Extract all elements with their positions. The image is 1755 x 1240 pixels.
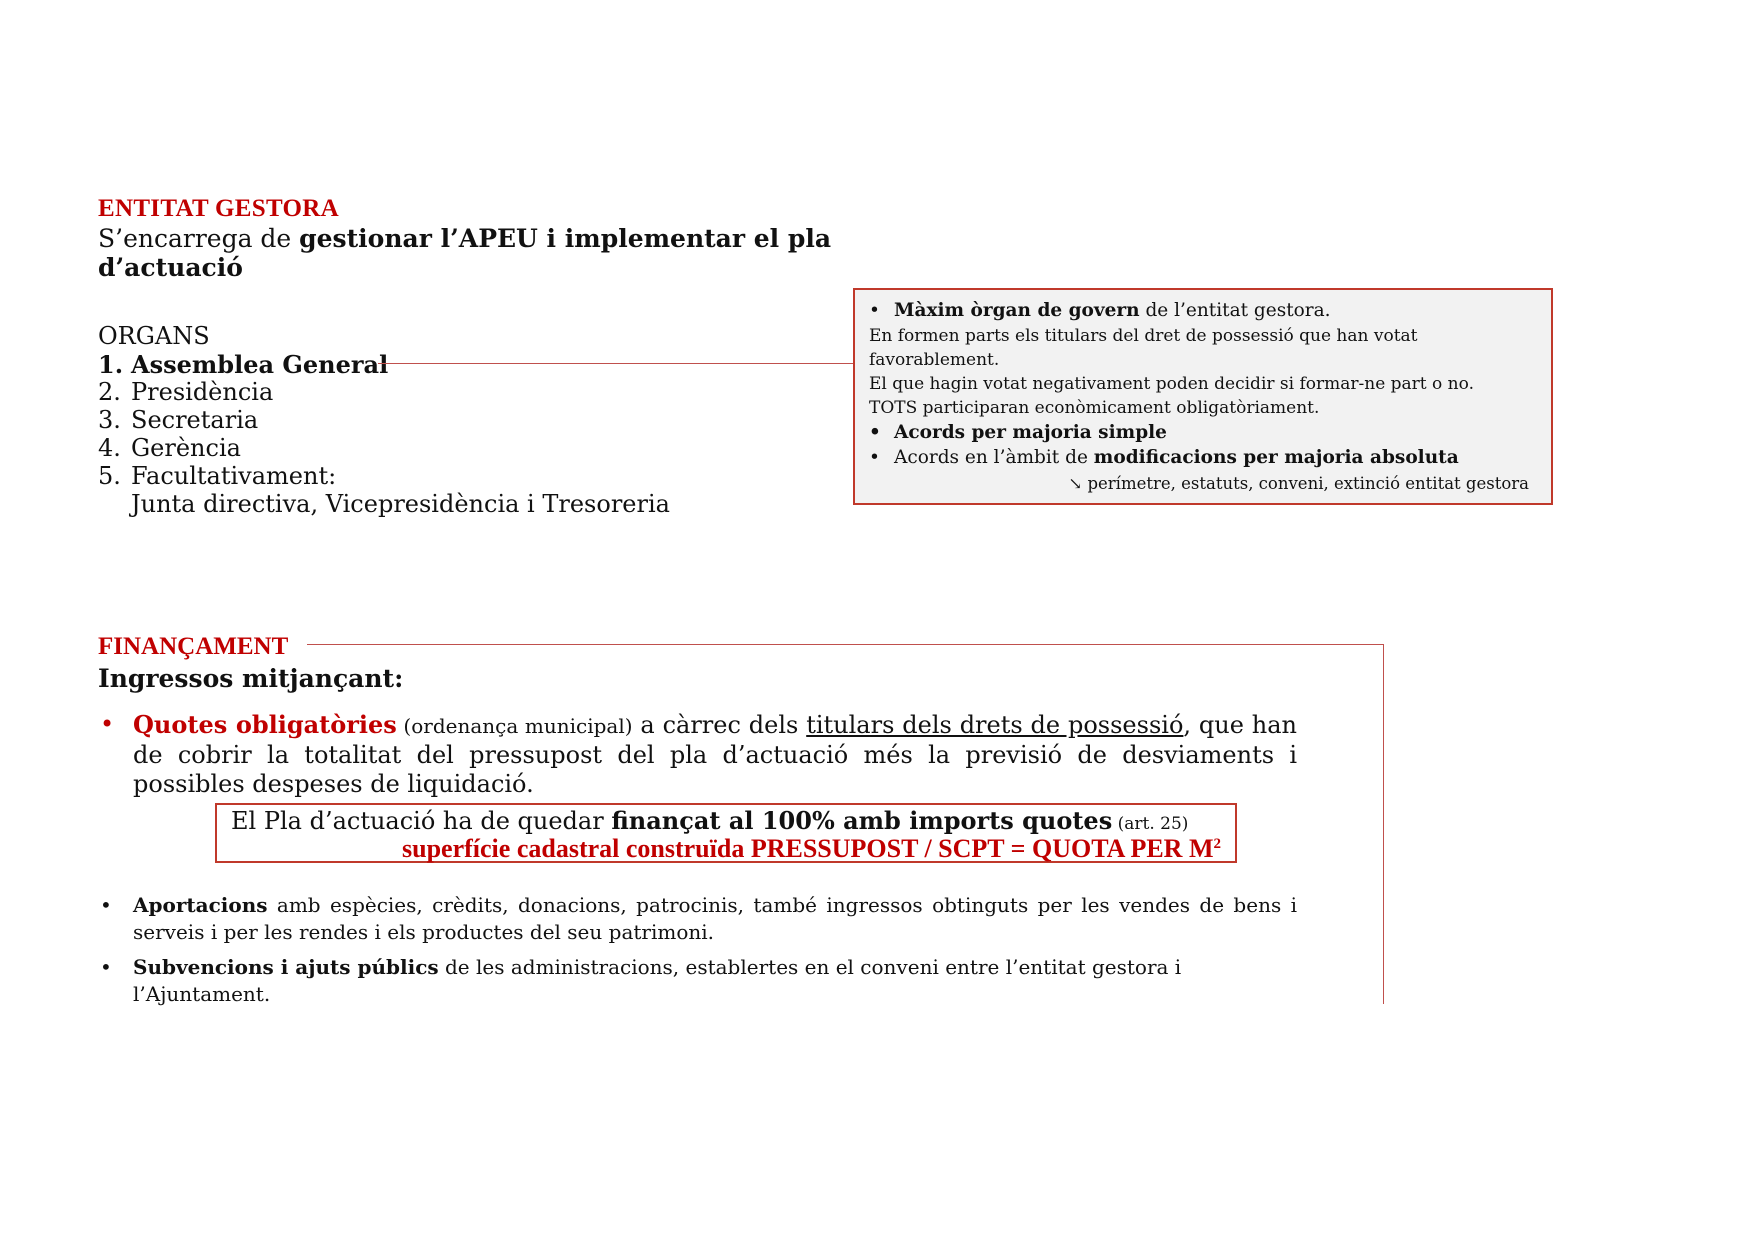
aportacions-label: Aportacions — [133, 893, 268, 917]
organ-number: 4. — [98, 434, 121, 462]
organ-label: Gerència — [131, 434, 241, 462]
organ-number: 2. — [98, 378, 121, 406]
entitat-description-continued: d’actuació — [98, 253, 243, 282]
quota-formula-text: superfície cadastral construïda PRESSUPOST / SCPT = QUOTA PER M — [402, 834, 1214, 863]
quota-plain: El Pla d’actuació ha de quedar — [231, 807, 612, 835]
organ-number: 5. — [98, 462, 121, 490]
bullet-icon: • — [869, 300, 880, 321]
quotes-label: Quotes obligatòries — [133, 710, 397, 739]
quota-bold: finançat al 100% amb imports quotes — [611, 806, 1113, 835]
aportacions-text: amb espècies, crèdits, donacions, patrocinis, també ingressos obtinguts per les vendes de bens i serveis i per les rendes i els productes del seu patrimoni. — [133, 893, 1297, 944]
organ-item — [98, 462, 336, 490]
bullet-icon: • — [869, 422, 881, 443]
organ-item — [98, 406, 258, 434]
organ-label: Secretaria — [131, 406, 259, 434]
paragraph-subvencions — [133, 954, 1297, 1008]
quota-box-line1 — [231, 806, 1188, 835]
section-title-financament: FINANÇAMENT — [98, 633, 289, 660]
subvencions-text: de les administracions, establertes en el conveni entre l’entitat gestora i l’Ajuntament. — [133, 955, 1182, 1006]
info-bold: Màxim òrgan de govern — [894, 300, 1140, 321]
organ-number: 3. — [98, 406, 121, 434]
organ-item — [98, 378, 273, 406]
organ-label: Assemblea General — [131, 350, 389, 379]
bullet-icon: • — [869, 447, 880, 468]
quota-article: (art. 25) — [1112, 814, 1189, 834]
organ-item — [98, 434, 241, 462]
paragraph-quotes — [133, 710, 1297, 799]
info-line: favorablement. — [869, 350, 1000, 370]
quota-formula-box — [215, 803, 1237, 863]
info-bullet-majoria-simple — [869, 422, 1167, 443]
info-sub-note — [1068, 474, 1529, 493]
info-line: El que hagin votat negativament poden decidir si formar-ne part o no. — [869, 374, 1474, 394]
quotes-underlined: titulars dels drets de possessió — [806, 711, 1184, 739]
section-title-entitat-gestora: ENTITAT GESTORA — [98, 195, 339, 222]
organs-heading: ORGANS — [98, 322, 210, 350]
quota-formula — [402, 834, 1221, 864]
info-bold: modificacions per majoria absoluta — [1093, 447, 1459, 468]
info-bullet-maxim — [869, 300, 1331, 321]
quotes-text-rest: , que han de cobrir la totalitat del pressupost del pla d’actuació més la previsió de desviaments i possibles despeses de liquidació. — [133, 711, 1298, 798]
info-line: TOTS participaran econòmicament obligatòriament. — [869, 398, 1320, 418]
connector-line-financament-vertical — [1383, 644, 1384, 1004]
quotes-note: (ordenança municipal) — [396, 714, 633, 738]
subvencions-label: Subvencions i ajuts públics — [133, 955, 439, 979]
connector-line-financament-horizontal — [307, 644, 1384, 645]
info-text: de l’entitat gestora. — [1139, 300, 1331, 321]
organ-label: Presidència — [131, 378, 274, 406]
financament-subtitle: Ingressos mitjançant: — [98, 664, 404, 693]
bullet-icon: • — [100, 710, 115, 738]
organ-number: 1. — [98, 350, 124, 379]
info-bold: Acords per majoria simple — [894, 422, 1167, 443]
arrow-down-right-icon: ↘ — [1068, 474, 1083, 493]
assembly-info-box — [853, 288, 1553, 505]
quotes-text: a càrrec dels — [632, 711, 807, 739]
bullet-icon: • — [100, 955, 112, 979]
entitat-description-plain: S’encarrega de — [98, 224, 300, 253]
info-bullet-majoria-absoluta — [869, 447, 1459, 468]
organ-item-detail: Junta directiva, Vicepresidència i Tresoreria — [131, 490, 670, 518]
entitat-description — [98, 224, 831, 253]
organ-item — [98, 350, 388, 379]
quota-formula-superscript: 2 — [1213, 836, 1221, 852]
info-line: En formen parts els titulars del dret de possessió que han votat — [869, 326, 1418, 346]
entitat-description-bold: gestionar l’APEU i implementar el pla — [299, 224, 832, 253]
organ-label: Facultativament: — [131, 462, 337, 490]
info-text: perímetre, estatuts, conveni, extinció entitat gestora — [1082, 474, 1529, 493]
paragraph-aportacions — [133, 892, 1297, 946]
info-text: Acords en l’àmbit de — [894, 447, 1094, 468]
connector-line-assembly — [378, 363, 854, 364]
bullet-icon: • — [100, 893, 112, 917]
